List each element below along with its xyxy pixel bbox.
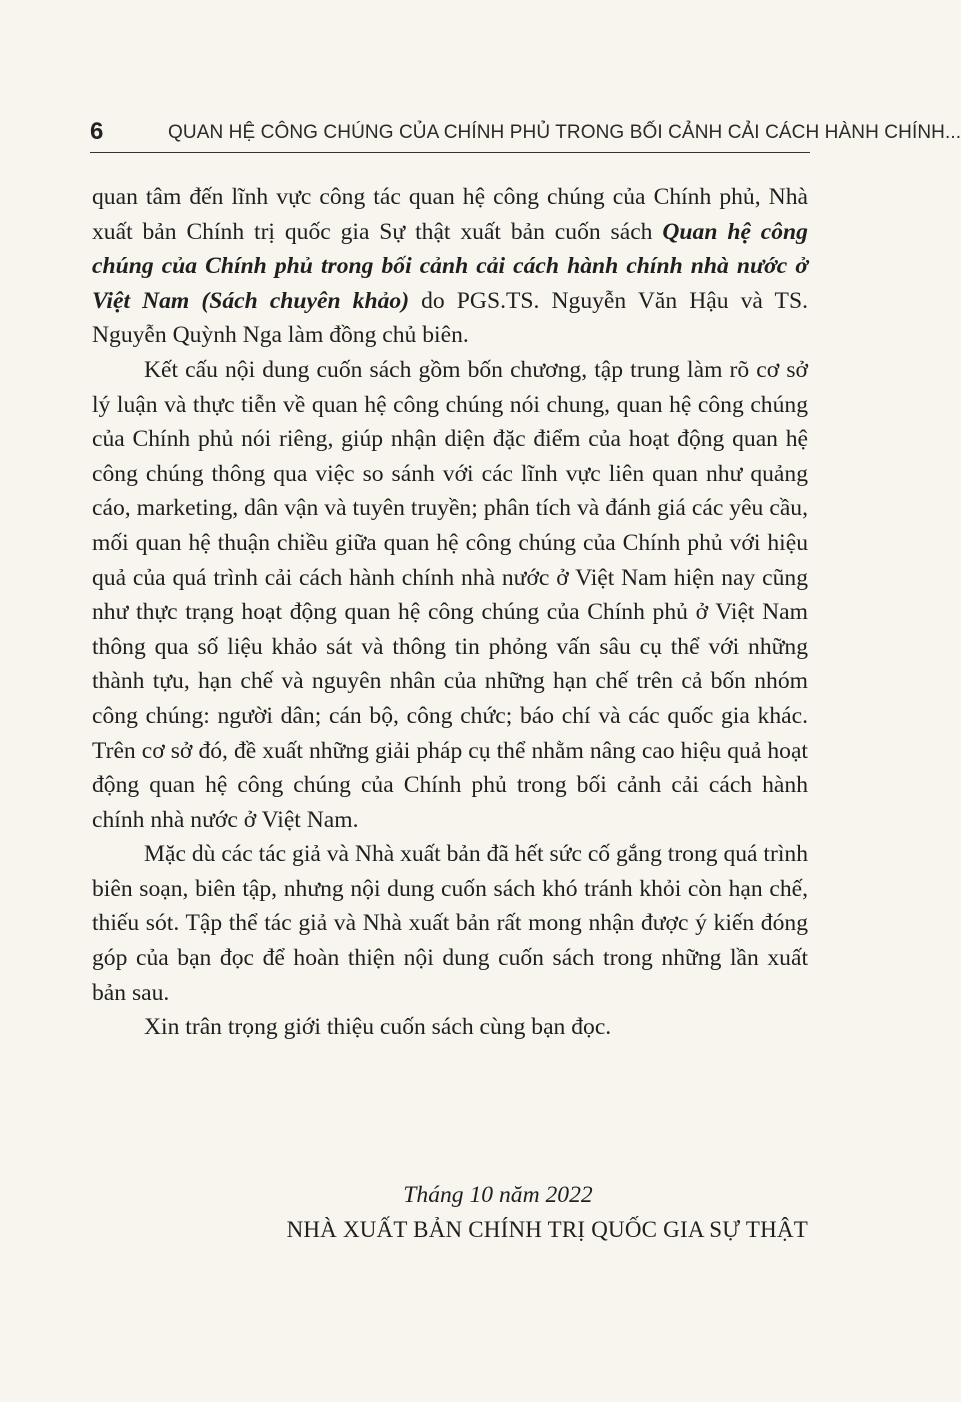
- paragraph-1-tail: do PGS.TS. Nguyễn Văn Hậu và TS. Nguyễn Quỳnh Nga làm đồng chủ biên.: [92, 287, 808, 349]
- signoff: [92, 1178, 808, 1247]
- body-text: [92, 180, 808, 1045]
- paragraph-1-lead: quan tâm đến lĩnh vực công tác quan hệ công chúng của Chính phủ, Nhà xuất bản Chính trị quốc gia Sự thật xuất bản cuốn sách: [92, 184, 808, 245]
- paragraph-1: [92, 180, 808, 353]
- paragraph-4: Xin trân trọng giới thiệu cuốn sách cùng bạn đọc.: [144, 1014, 612, 1041]
- paragraph-3: Mặc dù các tác giả và Nhà xuất bản đã hết sức cố gắng trong quá trình biên soạn, biên tập, nhưng nội dung cuốn sách khó tránh khỏi còn hạn chế, thiếu sót. Tập thể tác giả và Nhà xuất bản rất mong nhận được ý kiến đóng góp của bạn đọc để hoàn thiện nội dung cuốn sách trong những lần xuất bản sau.: [92, 841, 808, 1006]
- running-title: QUAN HỆ CÔNG CHÚNG CỦA CHÍNH PHỦ TRONG BỐI CẢNH CẢI CÁCH HÀNH CHÍNH...: [168, 122, 961, 143]
- page-number: 6: [90, 118, 104, 145]
- paragraph-2: Kết cấu nội dung cuốn sách gồm bốn chương, tập trung làm rõ cơ sở lý luận và thực tiễn về quan hệ công chúng nói chung, quan hệ công chúng của Chính phủ nói riêng, giúp nhận diện đặc điểm của hoạt động quan hệ công chúng thông qua việc so sánh với các lĩnh vực liên quan như quảng cáo, marketing, dân vận và tuyên truyền; phân tích và đánh giá các yêu cầu, mối quan hệ thuận chiều giữa quan hệ công chúng của Chính phủ với hiệu quả của quá trình cải cách hành chính nhà nước ở Việt Nam hiện nay cũng như thực trạng hoạt động quan hệ công chúng của Chính phủ ở Việt Nam thông qua số liệu khảo sát và thông tin phỏng vấn sâu cụ thể với những thành tựu, hạn chế và nguyên nhân của những hạn chế trên cả bốn nhóm công chúng: người dân; cán bộ, công chức; báo chí và các quốc gia khác. Trên cơ sở đó, đề xuất những giải pháp cụ thể nhằm nâng cao hiệu quả hoạt động quan hệ công chúng của Chính phủ trong bối cảnh cải cách hành chính nhà nước ở Việt Nam.: [92, 356, 808, 833]
- signoff-publisher: NHÀ XUẤT BẢN CHÍNH TRỊ QUỐC GIA SỰ THẬT: [286, 1216, 808, 1242]
- signoff-date: Tháng 10 năm 2022: [403, 1182, 593, 1208]
- page-header: [90, 114, 961, 153]
- book-title: Quan hệ công chúng của Chính phủ trong bối cảnh cải cách hành chính nhà nước ở Việt Nam (Sách chuyên khảo): [92, 218, 808, 314]
